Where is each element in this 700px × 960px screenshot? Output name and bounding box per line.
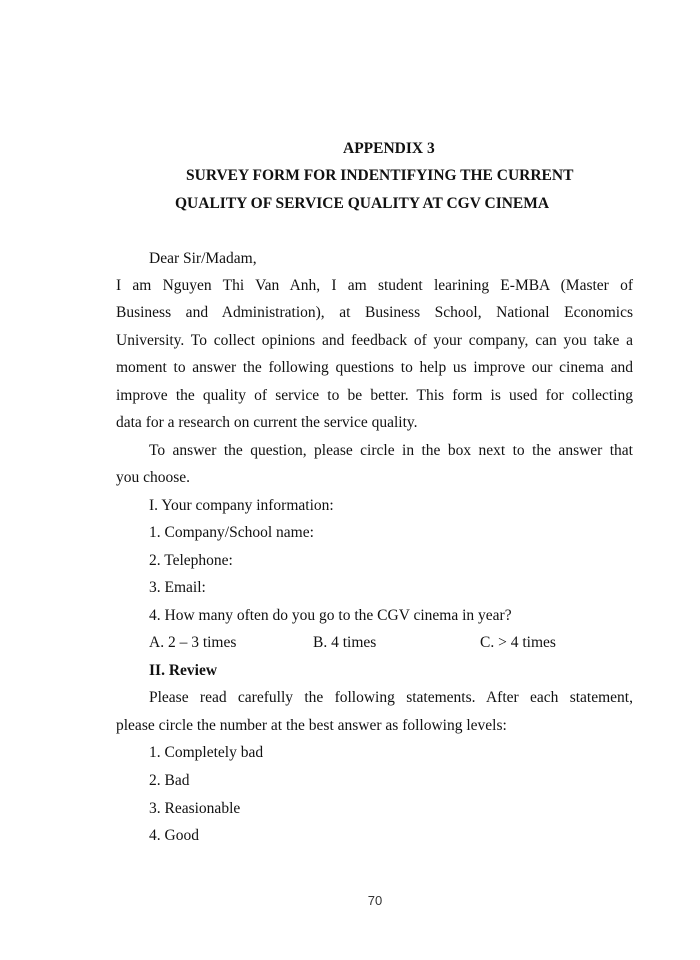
frequency-question: 4. How many often do you go to the CGV cinema in year? — [149, 607, 512, 624]
level-item: 1. Completely bad — [149, 744, 264, 761]
intro-line: data for a research on current the service quality. — [116, 414, 418, 431]
telephone-field: 2. Telephone: — [149, 552, 233, 569]
section-2-heading: II. Review — [149, 662, 218, 679]
survey-title-line-2: QUALITY OF SERVICE QUALITY AT CGV CINEMA — [175, 195, 550, 212]
option-c: C. > 4 times — [480, 634, 556, 651]
page-number: 70 — [367, 893, 383, 908]
intro-line: Business and Administration), at Business School, National Economics — [116, 304, 633, 321]
survey-title-line-1: SURVEY FORM FOR INDENTIFYING THE CURRENT — [186, 167, 574, 184]
option-a: A. 2 – 3 times — [149, 634, 237, 651]
greeting: Dear Sir/Madam, — [149, 250, 257, 267]
level-item: 3. Reasionable — [149, 800, 241, 817]
level-item: 4. Good — [149, 827, 199, 844]
option-b: B. 4 times — [313, 634, 377, 651]
intro-line: I am Nguyen Thi Van Anh, I am student learining E-MBA (Master of — [116, 277, 633, 294]
instruction-line: To answer the question, please circle in the box next to the answer that — [149, 442, 633, 459]
section-1-heading: I. Your company information: — [149, 497, 334, 514]
level-item: 2. Bad — [149, 772, 190, 789]
instruction-line: you choose. — [116, 469, 191, 486]
company-name-field: 1. Company/School name: — [149, 524, 314, 541]
appendix-title: APPENDIX 3 — [343, 140, 435, 157]
intro-line: University. To collect opinions and feedback of your company, can you take a — [116, 332, 633, 349]
review-intro-line: Please read carefully the following statements. After each statement, — [149, 689, 633, 706]
intro-line: improve the quality of service to be better. This form is used for collecting — [116, 387, 633, 404]
review-intro-line: please circle the number at the best answer as following levels: — [116, 717, 507, 734]
email-field: 3. Email: — [149, 579, 206, 596]
intro-line: moment to answer the following questions to help us improve our cinema and — [116, 359, 633, 376]
